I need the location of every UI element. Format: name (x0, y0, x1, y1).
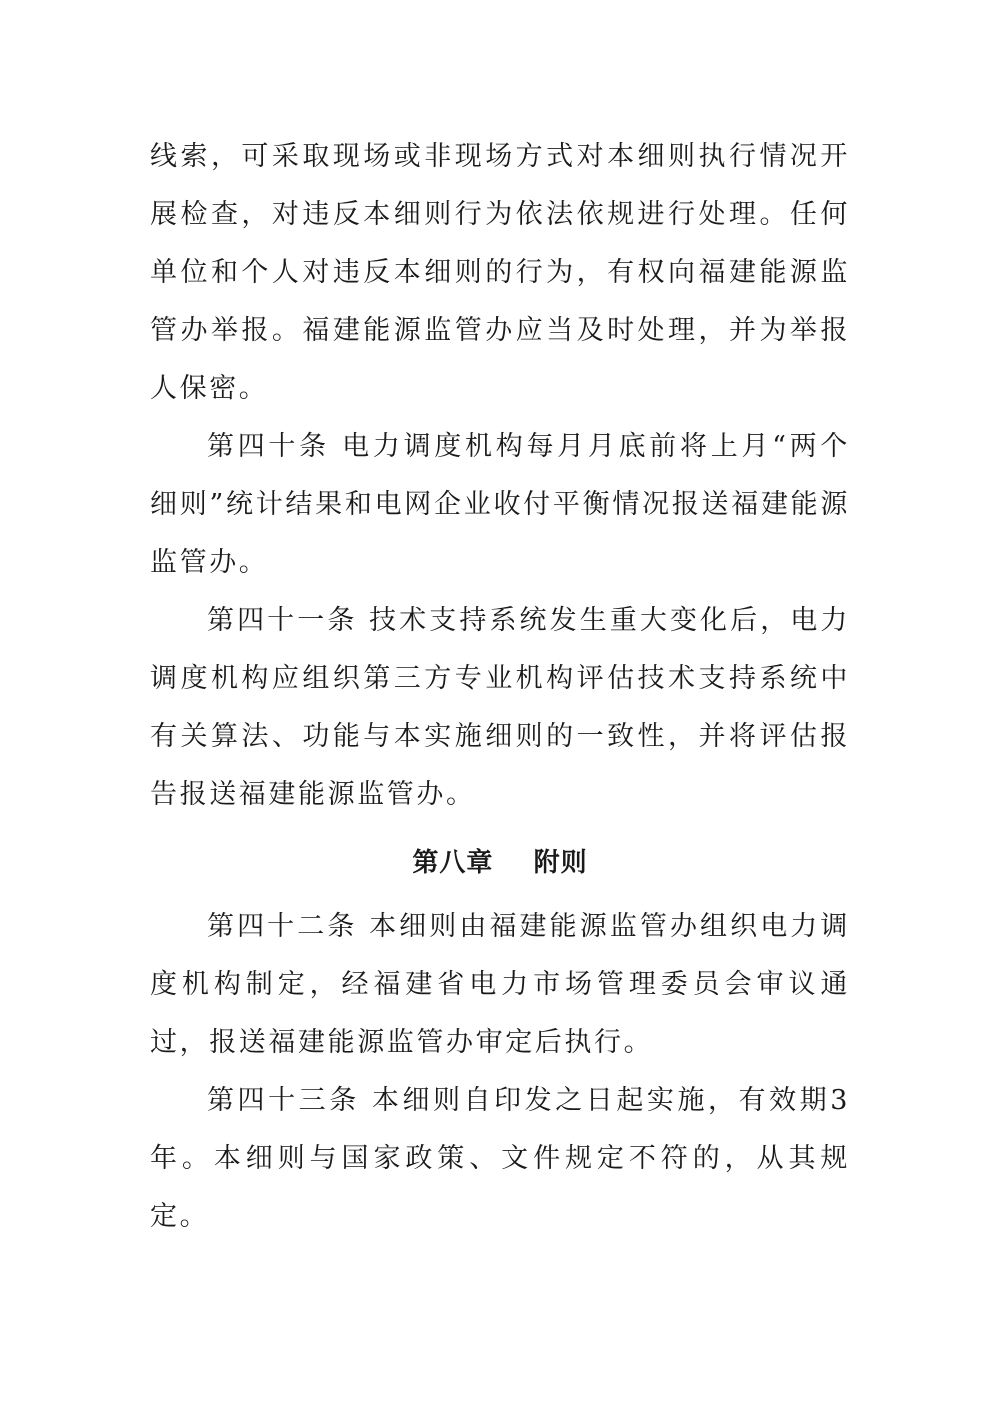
paragraph-continuation: 线索，可采取现场或非现场方式对本细则执行情况开展检查，对违反本细则行为依法依规进行处理。任何单位和个人对违反本细则的行为，有权向福建能源监管办举报。福建能源监管办应当及时处理，并为举报人保密。 (150, 141, 850, 404)
document-page (150, 128, 850, 1246)
article-43: 第四十三条 本细则自印发之日起实施，有效期3年。本细则与国家政策、文件规定不符的，从其规定。 (150, 1085, 850, 1232)
article-42: 第四十二条 本细则由福建能源监管办组织电力调度机构制定，经福建省电力市场管理委员会审议通过，报送福建能源监管办审定后执行。 (150, 911, 850, 1058)
article-40: 第四十条 电力调度机构每月月底前将上月“两个细则”统计结果和电网企业收付平衡情况报送福建能源监管办。 (150, 431, 850, 578)
chapter-heading: 第八章 附则 (412, 848, 588, 878)
article-41: 第四十一条 技术支持系统发生重大变化后，电力调度机构应组织第三方专业机构评估技术支持系统中有关算法、功能与本实施细则的一致性，并将评估报告报送福建能源监管办。 (150, 605, 850, 810)
